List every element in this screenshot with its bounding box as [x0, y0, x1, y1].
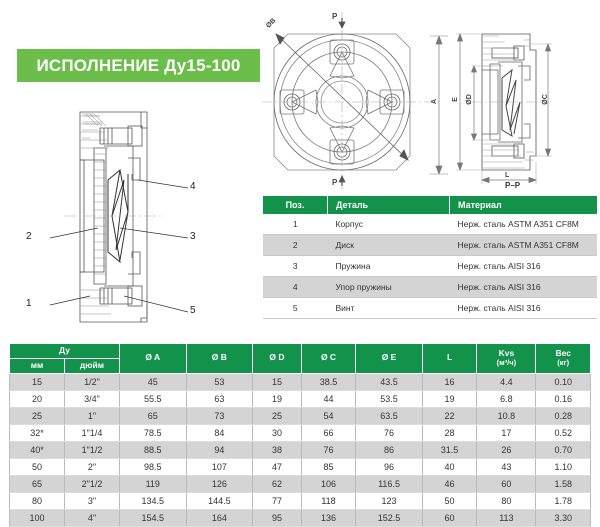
- dn-inch: 2"1/2: [65, 475, 120, 492]
- dim-b: 144.5: [186, 492, 253, 509]
- dim-e: 53.5: [356, 390, 423, 407]
- dim-e: 86: [356, 441, 423, 458]
- weight: 0.28: [536, 407, 591, 424]
- weight: 0.10: [536, 373, 591, 390]
- dim-d: 95: [253, 509, 302, 526]
- dn-mm: 32*: [10, 424, 65, 441]
- dimensions-header-weight: [536, 344, 591, 374]
- front-view-drawing: [262, 12, 442, 192]
- dim-b: 53: [186, 373, 253, 390]
- table-row: [10, 390, 591, 407]
- table-row: [263, 298, 597, 319]
- section-pp-caption: P–P: [505, 181, 521, 190]
- dim-l: 31.5: [422, 441, 476, 458]
- dimensions-header-e: Ø E: [356, 344, 423, 374]
- dn-inch: 1": [65, 407, 120, 424]
- dim-b: 107: [186, 458, 253, 475]
- dim-a: 134.5: [120, 492, 187, 509]
- weight: 1.58: [536, 475, 591, 492]
- weight: 0.70: [536, 441, 591, 458]
- dim-l: 60: [422, 509, 476, 526]
- dim-d: 38: [253, 441, 302, 458]
- dim-c: 118: [301, 492, 355, 509]
- material-spec: Нерж. сталь ASTM A351 CF8M: [450, 214, 598, 235]
- dim-d: 19: [253, 390, 302, 407]
- diameter-b-label: ØB: [265, 17, 278, 30]
- kvs: 6.8: [477, 390, 536, 407]
- dim-a: 78.5: [120, 424, 187, 441]
- cross-section-svg: [28, 100, 228, 330]
- dn-mm: 15: [10, 373, 65, 390]
- dim-c: 136: [301, 509, 355, 526]
- dimensions-header-a: Ø A: [120, 344, 187, 374]
- kvs: 43: [477, 458, 536, 475]
- dim-l: 50: [422, 492, 476, 509]
- dim-a: 119: [120, 475, 187, 492]
- dim-c: 44: [301, 390, 355, 407]
- callout-1: 1: [26, 298, 32, 309]
- dimensions-header-c: Ø C: [301, 344, 355, 374]
- dim-a: 154.5: [120, 509, 187, 526]
- weight: 1.10: [536, 458, 591, 475]
- material-pos: 3: [263, 256, 328, 277]
- dn-inch: 1"1/4: [65, 424, 120, 441]
- material-spec: Нерж. сталь AISI 316: [450, 256, 598, 277]
- dim-c: 106: [301, 475, 355, 492]
- kvs: 17: [477, 424, 536, 441]
- page-title: ИСПОЛНЕНИЕ Ду15-100: [36, 55, 241, 75]
- dimension-a-svg: [430, 30, 448, 180]
- dim-a: 65: [120, 407, 187, 424]
- material-part: Упор пружины: [328, 277, 450, 298]
- material-part: Диск: [328, 235, 450, 256]
- dim-a: 45: [120, 373, 187, 390]
- dimension-d-label: ØD: [465, 94, 473, 105]
- dn-inch: 1/2": [65, 373, 120, 390]
- dim-d: 25: [253, 407, 302, 424]
- table-row: [10, 407, 591, 424]
- dn-inch: 2": [65, 458, 120, 475]
- callout-5: 5: [190, 305, 196, 316]
- dim-d: 15: [253, 373, 302, 390]
- kvs: 60: [477, 475, 536, 492]
- dimension-a-label: A: [431, 98, 439, 105]
- cross-section-drawing: [28, 100, 228, 330]
- material-spec: Нерж. сталь ASTM A351 CF8M: [450, 235, 598, 256]
- dimension-c-label: ØC: [541, 94, 549, 105]
- table-row: [10, 492, 591, 509]
- table-row: [263, 214, 597, 235]
- material-part: Корпус: [328, 214, 450, 235]
- dimensions-header-kvs: [477, 344, 536, 374]
- material-part: Винт: [328, 298, 450, 319]
- table-row: [10, 424, 591, 441]
- weight: 0.16: [536, 390, 591, 407]
- dimension-a-group: [430, 30, 448, 180]
- dim-l: 40: [422, 458, 476, 475]
- weight: 0.52: [536, 424, 591, 441]
- section-pp-svg: [452, 22, 600, 190]
- callout-3: 3: [190, 231, 196, 242]
- material-pos: 5: [263, 298, 328, 319]
- dim-b: 94: [186, 441, 253, 458]
- dn-mm: 100: [10, 509, 65, 526]
- dim-e: 152.5: [356, 509, 423, 526]
- dimension-e-label: E: [451, 97, 459, 102]
- dimensions-table: [9, 343, 591, 527]
- dimension-l-label: L: [505, 172, 510, 179]
- callout-2: 2: [26, 231, 32, 242]
- table-row: [10, 475, 591, 492]
- dim-e: 96: [356, 458, 423, 475]
- weight: 3.30: [536, 509, 591, 526]
- table-row: [263, 235, 597, 256]
- dim-c: 66: [301, 424, 355, 441]
- materials-table: [263, 196, 597, 319]
- materials-header-material: Материал: [450, 196, 598, 214]
- materials-header-part: Деталь: [328, 196, 450, 214]
- dn-mm: 80: [10, 492, 65, 509]
- section-mark-bottom-label: P: [332, 178, 338, 187]
- title-banner: [17, 49, 260, 82]
- dim-b: 84: [186, 424, 253, 441]
- dimensions-header-weight-unit: (кг): [557, 357, 570, 367]
- material-part: Пружина: [328, 256, 450, 277]
- kvs: 10.8: [477, 407, 536, 424]
- material-pos: 4: [263, 277, 328, 298]
- dim-b: 126: [186, 475, 253, 492]
- dim-e: 76: [356, 424, 423, 441]
- dimensions-header-row-1: [10, 344, 591, 359]
- dim-a: 88.5: [120, 441, 187, 458]
- dimensions-header-kvs-unit: (м³/ч): [496, 357, 517, 367]
- dim-e: 123: [356, 492, 423, 509]
- material-spec: Нерж. сталь AISI 316: [450, 277, 598, 298]
- front-view-svg: [262, 12, 442, 192]
- kvs: 113: [477, 509, 536, 526]
- dim-l: 28: [422, 424, 476, 441]
- materials-header-pos: Поз.: [263, 196, 328, 214]
- callout-4: 4: [190, 181, 196, 192]
- kvs: 4.4: [477, 373, 536, 390]
- dim-e: 63.5: [356, 407, 423, 424]
- dimensions-header-dn-mm: мм: [10, 358, 65, 373]
- dimensions-header-dn-inch: дюйм: [65, 358, 120, 373]
- dim-l: 16: [422, 373, 476, 390]
- dn-inch: 3": [65, 492, 120, 509]
- dn-mm: 65: [10, 475, 65, 492]
- dim-b: 164: [186, 509, 253, 526]
- dimensions-header-kvs-main: Kvs: [498, 348, 515, 359]
- dim-b: 63: [186, 390, 253, 407]
- dn-inch: 3/4": [65, 390, 120, 407]
- dn-inch: 4": [65, 509, 120, 526]
- kvs: 26: [477, 441, 536, 458]
- table-row: [263, 256, 597, 277]
- kvs: 80: [477, 492, 536, 509]
- dim-e: 116.5: [356, 475, 423, 492]
- table-row: [10, 509, 591, 526]
- weight: 1.78: [536, 492, 591, 509]
- dimensions-header-dn-group: Ду: [10, 344, 120, 359]
- table-row: [10, 441, 591, 458]
- dim-c: 85: [301, 458, 355, 475]
- material-spec: Нерж. сталь AISI 316: [450, 298, 598, 319]
- dn-mm: 25: [10, 407, 65, 424]
- dim-d: 47: [253, 458, 302, 475]
- dn-mm: 40*: [10, 441, 65, 458]
- dim-c: 38.5: [301, 373, 355, 390]
- dn-mm: 20: [10, 390, 65, 407]
- dimensions-header-l: L: [422, 344, 476, 374]
- dim-d: 62: [253, 475, 302, 492]
- dim-l: 19: [422, 390, 476, 407]
- material-pos: 1: [263, 214, 328, 235]
- dim-l: 22: [422, 407, 476, 424]
- dim-b: 73: [186, 407, 253, 424]
- dim-l: 46: [422, 475, 476, 492]
- dimensions-header-d: Ø D: [253, 344, 302, 374]
- dim-d: 30: [253, 424, 302, 441]
- dn-mm: 50: [10, 458, 65, 475]
- dim-a: 98.5: [120, 458, 187, 475]
- dim-e: 43.5: [356, 373, 423, 390]
- materials-table-header-row: [263, 196, 597, 214]
- dim-c: 76: [301, 441, 355, 458]
- dim-d: 77: [253, 492, 302, 509]
- material-pos: 2: [263, 235, 328, 256]
- dim-a: 55.5: [120, 390, 187, 407]
- dimensions-header-b: Ø B: [186, 344, 253, 374]
- dim-c: 54: [301, 407, 355, 424]
- dn-inch: 1"1/2: [65, 441, 120, 458]
- table-row: [10, 373, 591, 390]
- table-row: [263, 277, 597, 298]
- dimensions-header-weight-main: Вес: [555, 348, 571, 359]
- section-pp-drawing: [452, 22, 600, 190]
- section-mark-top-label: P: [332, 12, 338, 21]
- table-row: [10, 458, 591, 475]
